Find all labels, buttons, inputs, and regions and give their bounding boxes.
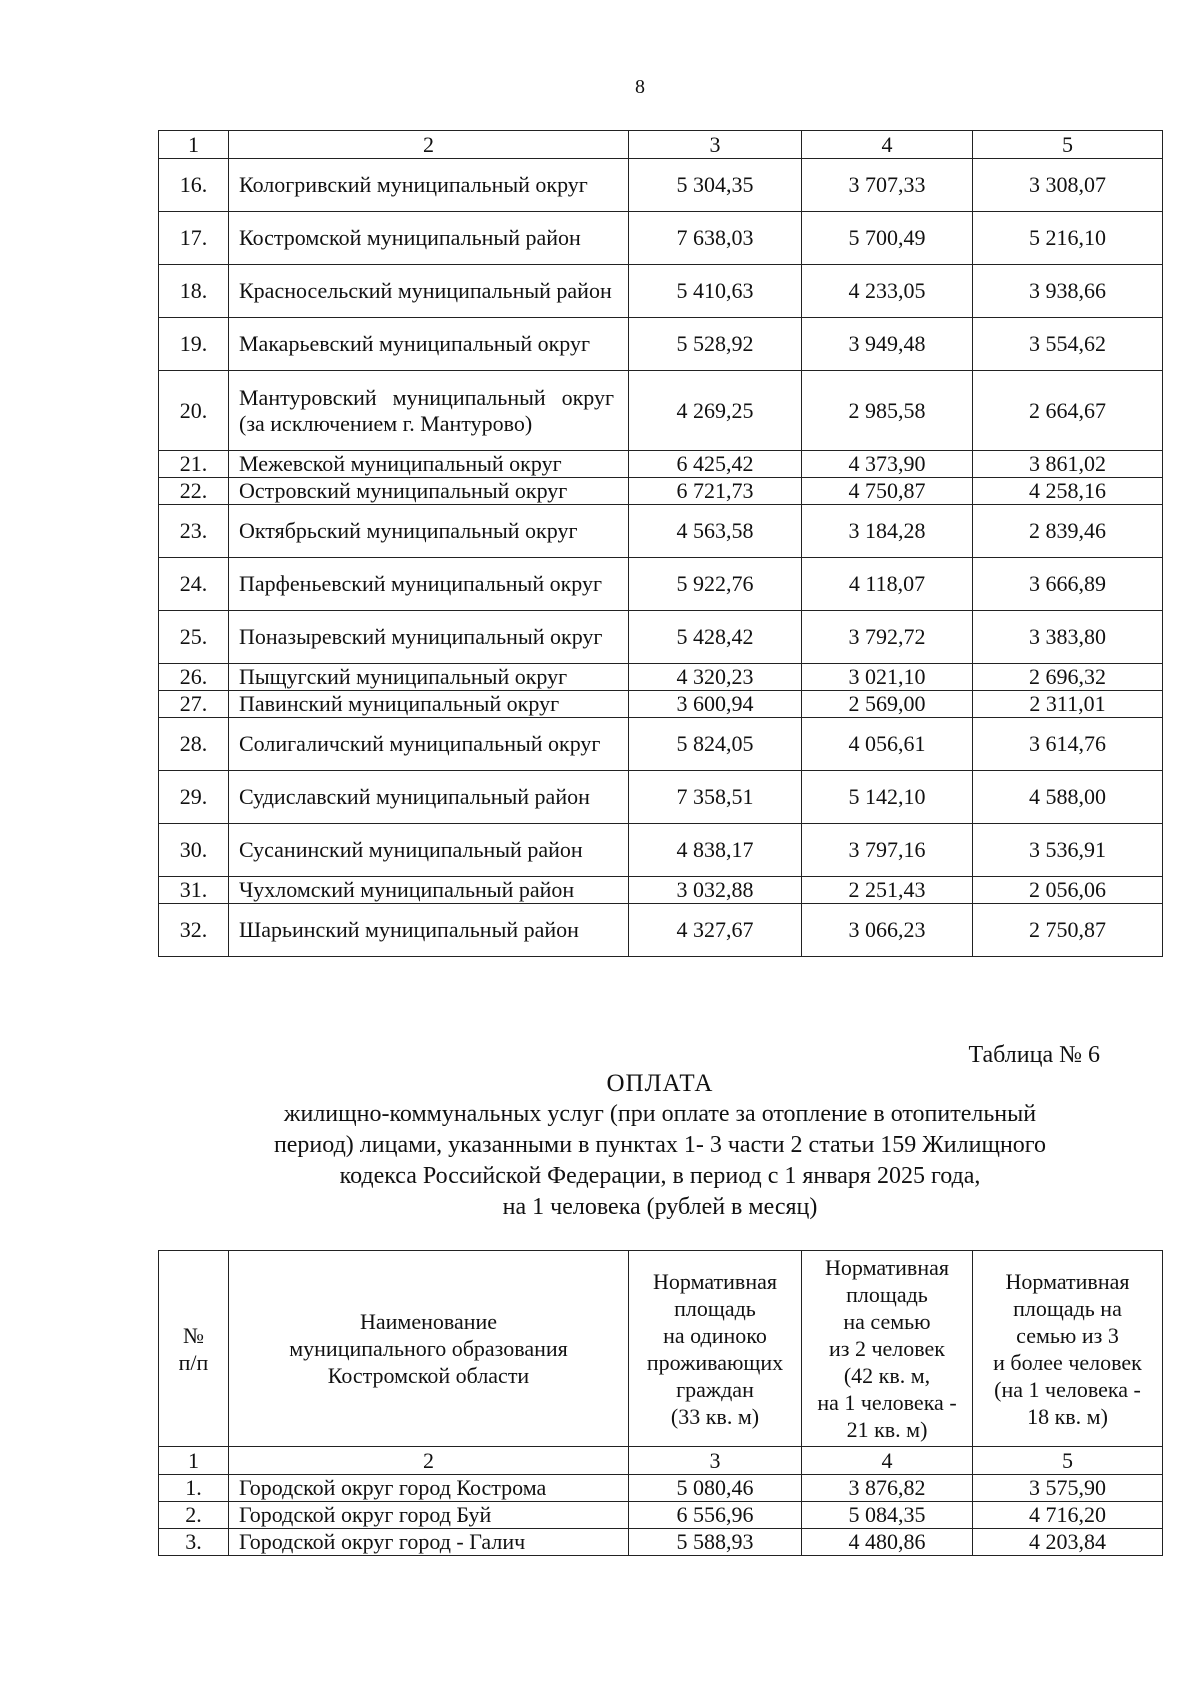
table-subtitle-line: на 1 человека (рублей в месяц)	[502, 1194, 818, 1220]
header-line: семью из 3	[1016, 1322, 1119, 1348]
header-line: Наименование	[359, 1309, 498, 1334]
value-family-3: 2 696,32	[973, 664, 1163, 691]
value-family-3: 3 308,07	[973, 159, 1163, 212]
municipality-name: Чухломский муниципальный район	[229, 877, 629, 904]
header-line: Костромской области	[327, 1363, 530, 1388]
table-number-label: Таблица № 6	[968, 1042, 1100, 1068]
municipality-name: Судиславский муниципальный район	[229, 771, 629, 824]
row-number: 3.	[159, 1529, 229, 1556]
value-family-3: 4 203,84	[973, 1529, 1163, 1556]
table-subtitle-line: период) лицами, указанными в пунктах 1- 3 части 2 статьи 159 Жилищного	[273, 1132, 1047, 1158]
row-number: 31.	[159, 877, 229, 904]
column-number: 1	[159, 131, 229, 159]
municipality-name: Красносельский муниципальный район	[229, 265, 629, 318]
value-family-2: 2 985,58	[802, 371, 973, 451]
value-family-3: 3 575,90	[973, 1475, 1163, 1502]
value-family-3: 2 311,01	[973, 691, 1163, 718]
municipality-name: Макарьевский муниципальный округ	[229, 318, 629, 371]
municipality-name: Кологривский муниципальный округ	[229, 159, 629, 212]
table-row	[159, 505, 1163, 558]
row-number: 1.	[159, 1475, 229, 1502]
table-row	[159, 558, 1163, 611]
header-line: Нормативная	[825, 1255, 949, 1280]
header-line: на семью	[843, 1309, 931, 1334]
table-row	[159, 877, 1163, 904]
row-number: 18.	[159, 265, 229, 318]
value-family-3: 4 716,20	[973, 1502, 1163, 1529]
value-family-3: 3 383,80	[973, 611, 1163, 664]
value-family-3: 3 666,89	[973, 558, 1163, 611]
header-line: площадь	[846, 1282, 928, 1307]
row-number: 32.	[159, 904, 229, 957]
value-family-3: 3 861,02	[973, 451, 1163, 478]
row-number: 22.	[159, 478, 229, 505]
value-family-3: 4 258,16	[973, 478, 1163, 505]
value-family-2: 2 569,00	[802, 691, 973, 718]
header-line: муниципального образования	[289, 1336, 568, 1361]
table-row	[159, 265, 1163, 318]
municipality-name: Павинский муниципальный округ	[229, 691, 629, 718]
value-family-3: 4 588,00	[973, 771, 1163, 824]
continued-payment-table	[158, 130, 1163, 957]
value-family-2: 3 876,82	[802, 1475, 973, 1502]
page-number: 8	[635, 76, 645, 98]
value-family-2: 4 480,86	[802, 1529, 973, 1556]
value-family-3: 2 664,67	[973, 371, 1163, 451]
value-family-2: 3 792,72	[802, 611, 973, 664]
value-single: 7 358,51	[629, 771, 802, 824]
value-family-2: 3 797,16	[802, 824, 973, 877]
row-number: 27.	[159, 691, 229, 718]
municipality-name: Шарьинский муниципальный район	[229, 904, 629, 957]
municipality-name: Городской округ город Кострома	[229, 1475, 629, 1502]
value-family-2: 3 184,28	[802, 505, 973, 558]
table-column-numbers	[159, 131, 1163, 159]
table-row	[159, 718, 1163, 771]
header-family-3	[973, 1251, 1163, 1447]
header-line: граждан	[676, 1376, 754, 1402]
value-family-3: 3 614,76	[973, 718, 1163, 771]
row-number: 16.	[159, 159, 229, 212]
header-line: из 2 человек	[829, 1336, 945, 1361]
value-single: 4 269,25	[629, 371, 802, 451]
value-single: 4 563,58	[629, 505, 802, 558]
header-municipality	[229, 1251, 629, 1447]
header-line: площадь на	[1013, 1295, 1122, 1321]
value-family-2: 4 373,90	[802, 451, 973, 478]
table-row	[159, 904, 1163, 957]
header-row-number	[159, 1251, 229, 1447]
municipality-name: Сусанинский муниципальный район	[229, 824, 629, 877]
municipality-name: Октябрьский муниципальный округ	[229, 505, 629, 558]
table-row	[159, 318, 1163, 371]
table-row	[159, 478, 1163, 505]
value-family-2: 4 233,05	[802, 265, 973, 318]
header-line: на 1 человека -	[817, 1390, 957, 1415]
header-line: Нормативная	[653, 1268, 777, 1294]
municipality-name: Парфеньевский муниципальный округ	[229, 558, 629, 611]
row-number: 23.	[159, 505, 229, 558]
municipality-name: Солигаличский муниципальный округ	[229, 718, 629, 771]
header-line: 21 кв. м)	[846, 1417, 928, 1442]
header-line: площадь	[674, 1295, 756, 1321]
row-number: 19.	[159, 318, 229, 371]
municipality-name: Городской округ город Буй	[229, 1502, 629, 1529]
municipality-name: Городской округ город - Галич	[229, 1529, 629, 1556]
header-line: проживающих	[646, 1349, 784, 1375]
value-family-3: 3 938,66	[973, 265, 1163, 318]
row-number: 21.	[159, 451, 229, 478]
table-row	[159, 691, 1163, 718]
municipality-name: Островский муниципальный округ	[229, 478, 629, 505]
column-number: 4	[802, 1447, 973, 1475]
header-line: п/п	[178, 1349, 209, 1375]
value-family-3: 2 750,87	[973, 904, 1163, 957]
row-number: 17.	[159, 212, 229, 265]
value-family-2: 3 021,10	[802, 664, 973, 691]
municipality-name: Мантуровский муниципальный округ (за исключением г. Мантурово)	[229, 371, 629, 451]
value-single: 5 080,46	[629, 1475, 802, 1502]
value-single: 5 528,92	[629, 318, 802, 371]
value-single: 7 638,03	[629, 212, 802, 265]
value-single: 3 032,88	[629, 877, 802, 904]
table-row	[159, 1502, 1163, 1529]
value-single: 4 327,67	[629, 904, 802, 957]
table-row	[159, 771, 1163, 824]
table-row	[159, 451, 1163, 478]
table-row	[159, 824, 1163, 877]
value-single: 5 428,42	[629, 611, 802, 664]
value-family-3: 2 056,06	[973, 877, 1163, 904]
header-line: (42 кв. м,	[843, 1363, 931, 1388]
value-family-2: 3 066,23	[802, 904, 973, 957]
header-line: на одиноко	[663, 1322, 767, 1348]
row-number: 24.	[159, 558, 229, 611]
row-number: 29.	[159, 771, 229, 824]
header-line: (33 кв. м)	[670, 1403, 760, 1429]
value-family-3: 2 839,46	[973, 505, 1163, 558]
value-single: 6 556,96	[629, 1502, 802, 1529]
column-number: 2	[229, 131, 629, 159]
value-single: 4 838,17	[629, 824, 802, 877]
value-family-2: 3 707,33	[802, 159, 973, 212]
table-row	[159, 212, 1163, 265]
column-number: 2	[229, 1447, 629, 1475]
column-number: 3	[629, 131, 802, 159]
row-number: 20.	[159, 371, 229, 451]
value-single: 5 824,05	[629, 718, 802, 771]
row-number: 2.	[159, 1502, 229, 1529]
row-number: 26.	[159, 664, 229, 691]
value-single: 6 425,42	[629, 451, 802, 478]
column-number: 4	[802, 131, 973, 159]
column-number: 5	[973, 131, 1163, 159]
header-family-2	[802, 1251, 973, 1447]
table-row	[159, 1475, 1163, 1502]
value-family-3: 3 554,62	[973, 318, 1163, 371]
table-subtitle-line: кодекса Российской Федерации, в период с 1 января 2025 года,	[339, 1163, 981, 1189]
municipality-name: Пыщугский муниципальный округ	[229, 664, 629, 691]
value-family-2: 4 056,61	[802, 718, 973, 771]
value-single: 5 922,76	[629, 558, 802, 611]
value-single: 6 721,73	[629, 478, 802, 505]
payment-table-6	[158, 1250, 1163, 1556]
header-line: и более человек	[993, 1349, 1142, 1375]
value-family-2: 5 142,10	[802, 771, 973, 824]
header-single	[629, 1251, 802, 1447]
table-column-numbers	[159, 1447, 1163, 1475]
value-single: 5 304,35	[629, 159, 802, 212]
column-number: 1	[159, 1447, 229, 1475]
table-row	[159, 611, 1163, 664]
table-row	[159, 159, 1163, 212]
header-line: №	[183, 1322, 204, 1348]
table-row	[159, 1529, 1163, 1556]
column-number: 3	[629, 1447, 802, 1475]
row-number: 25.	[159, 611, 229, 664]
value-single: 4 320,23	[629, 664, 802, 691]
column-number: 5	[973, 1447, 1163, 1475]
value-single: 3 600,94	[629, 691, 802, 718]
value-family-2: 5 084,35	[802, 1502, 973, 1529]
value-family-2: 3 949,48	[802, 318, 973, 371]
table-header-row	[159, 1251, 1163, 1447]
value-family-2: 4 750,87	[802, 478, 973, 505]
table-row	[159, 371, 1163, 451]
value-family-3: 5 216,10	[973, 212, 1163, 265]
value-family-2: 5 700,49	[802, 212, 973, 265]
value-single: 5 588,93	[629, 1529, 802, 1556]
value-single: 5 410,63	[629, 265, 802, 318]
header-line: 18 кв. м)	[1027, 1403, 1108, 1429]
table-title: ОПЛАТА	[606, 1070, 714, 1097]
table-row	[159, 664, 1163, 691]
value-family-3: 3 536,91	[973, 824, 1163, 877]
table-title-block	[158, 1068, 1162, 1223]
municipality-name: Межевской муниципальный округ	[229, 451, 629, 478]
municipality-name: Поназыревский муниципальный округ	[229, 611, 629, 664]
table-subtitle-line: жилищно-коммунальных услуг (при оплате за отопление в отопительный	[283, 1101, 1037, 1127]
value-family-2: 2 251,43	[802, 877, 973, 904]
header-line: Нормативная	[1005, 1268, 1130, 1294]
municipality-name: Костромской муниципальный район	[229, 212, 629, 265]
row-number: 28.	[159, 718, 229, 771]
value-family-2: 4 118,07	[802, 558, 973, 611]
header-line: (на 1 человека -	[994, 1376, 1141, 1402]
row-number: 30.	[159, 824, 229, 877]
